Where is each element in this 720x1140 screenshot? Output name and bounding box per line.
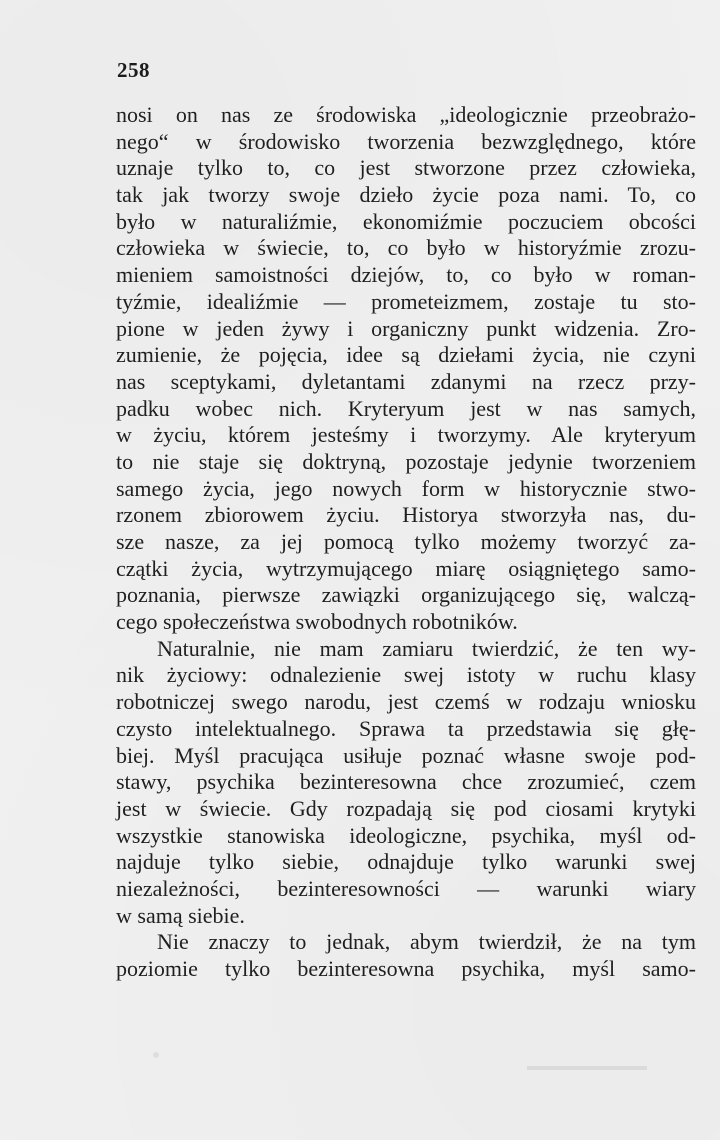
text-line: niezależności, bezinteresowności — warunki wiary	[116, 875, 696, 901]
body-text	[116, 102, 696, 983]
text-line: nik życiowy: odnalezienie swej istoty w ruchu klasy	[116, 662, 696, 688]
text-line: najduje tylko siebie, odnajduje tylko warunki swej	[116, 849, 696, 875]
text-line: nas sceptykami, dyletantami zdanymi na rzecz przy-	[116, 368, 696, 394]
text-line: rzonem zbiorowem życiu. Historya stworzyła nas, du-	[116, 502, 696, 528]
text-line: człowieka w świecie, to, co było w historyźmie zrozu-	[116, 235, 696, 261]
text-line: czysto intelektualnego. Sprawa ta przedstawia się głę-	[116, 715, 696, 741]
text-line: tyźmie, idealiźmie — prometeizmem, zostaje tu sto-	[116, 288, 696, 314]
text-line: nosi on nas ze środowiska „ideologicznie przeobrażo-	[116, 102, 696, 127]
text-line: samego życia, jego nowych form w historycznie stwo-	[116, 475, 696, 501]
paragraph-last-line: cego społeczeństwa swobodnych robotników.	[116, 609, 518, 635]
text-line: czątki życia, wytrzymującego miarę osiągniętego samo-	[116, 555, 696, 581]
text-line: wszystkie stanowiska ideologiczne, psychika, myśl od-	[116, 822, 696, 848]
text-line: poznania, pierwsze zawiązki organizującego się, walczą-	[116, 582, 696, 608]
text-line: mieniem samoistności dziejów, to, co było w roman-	[116, 262, 696, 288]
text-line: zumienie, że pojęcia, idee są dziełami życia, nie czyni	[116, 342, 696, 368]
text-line: padku wobec nich. Kryteryum jest w nas samych,	[116, 395, 696, 421]
text-line: stawy, psychika bezinteresowna chce zrozumieć, czem	[116, 769, 696, 795]
text-line: robotniczej swego narodu, jest czemś w rodzaju wniosku	[116, 689, 696, 715]
text-line: biej. Myśl pracująca usiłuje poznać własne swoje pod-	[116, 742, 696, 768]
text-line: pione w jeden żywy i organiczny punkt widzenia. Zro-	[116, 315, 696, 341]
paragraph-first-line: Naturalnie, nie mam zamiaru twierdzić, że ten wy-	[157, 635, 696, 661]
paper-speck	[153, 1052, 159, 1058]
paragraph-last-line: w samą siebie.	[116, 902, 245, 928]
paragraph-first-line: Nie znaczy to jednak, abym twierdził, że na tym	[157, 929, 696, 955]
text-line: uznaje tylko to, co jest stworzone przez człowieka,	[116, 155, 696, 181]
page-number: 258	[117, 58, 150, 82]
text-line: to nie staje się doktryną, pozostaje jedynie tworzeniem	[116, 448, 696, 474]
text-line: w życiu, którem jesteśmy i tworzymy. Ale kryteryum	[116, 422, 696, 448]
text-line: sze nasze, za jej pomocą tylko możemy tworzyć za-	[116, 529, 696, 554]
text-line: poziomie tylko bezinteresowna psychika, myśl samo-	[116, 956, 696, 981]
text-line: tak jak tworzy swoje dzieło życie poza nami. To, co	[116, 182, 696, 208]
paper-smudge	[527, 1066, 647, 1070]
text-line: nego“ w środowisko tworzenia bezwzględnego, które	[116, 128, 696, 154]
text-line: jest w świecie. Gdy rozpadają się pod ciosami krytyki	[116, 795, 696, 821]
text-line: było w naturaliźmie, ekonomiźmie poczuciem obcości	[116, 208, 696, 234]
